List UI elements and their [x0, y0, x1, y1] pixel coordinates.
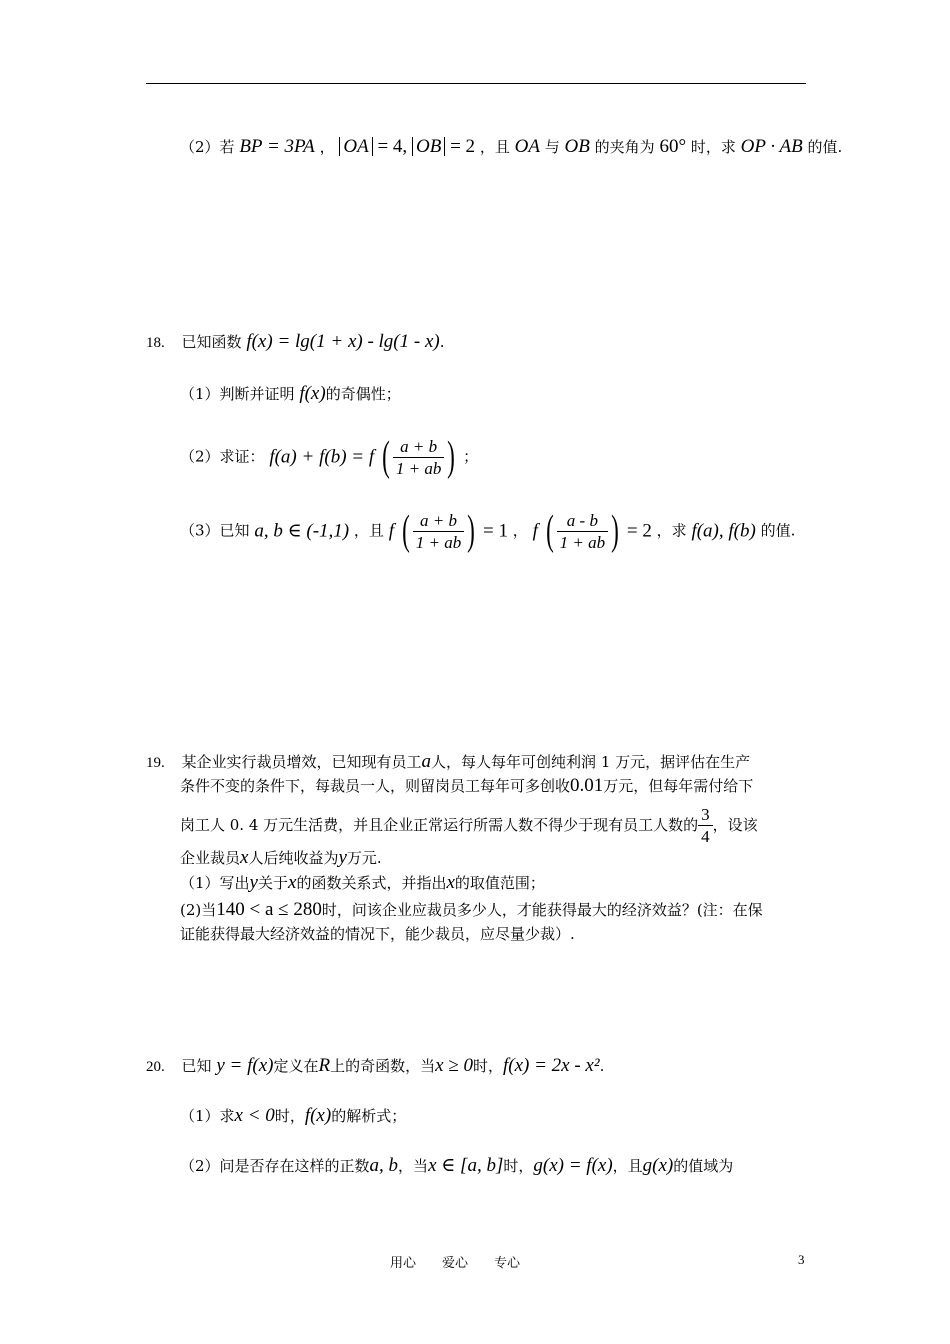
q19-line1: 19. 某企业实行裁员增效，已知现有员工a人，每人每年可创纯利润 1 万元，据评估在生产	[146, 751, 751, 772]
q19-part2: (2)当140 < a ≤ 280时，问该企业应裁员多少人，才能获得最大的经济效益？(注：在保	[180, 899, 763, 920]
fraction-a-plus-b: $\frac{a + b}{1 + ab}$	[393, 438, 444, 477]
question-number: 20.	[146, 1059, 165, 1075]
footer-slogan: 用心 爱心 专心	[390, 1256, 521, 1271]
bp-eq-3pa: BP = 3PA	[239, 136, 315, 157]
question-number: 18.	[146, 335, 165, 351]
abs-oa: OA	[339, 137, 372, 156]
question-number: 19.	[146, 755, 165, 771]
q19-line3: 岗工人 0. 4 万元生活费，并且企业正常运行所需人数不得少于现有员工人数的 $\frac{3}{4}$ ，设该	[180, 805, 758, 846]
q20-part2: （2）问是否存在这样的正数a, b，当x ∈ [a, b]时，g(x) = f(x)，且g(x)的值域为	[180, 1155, 734, 1176]
q18-part3: （3）已知 a, b ∈ (-1,1) ，且 f ( $\frac{a + b}{1 + ab}$ ) = 1 ， f ( $\frac{a - b}{1 + ab}$ ) = 2 ，求 f(a), f(b) 的值.	[180, 508, 796, 554]
page-number: 3	[798, 1252, 805, 1267]
fraction-a-minus-b: $\frac{a - b}{1 + ab}$	[557, 512, 608, 551]
q18-part2: （2）求证： f(a) + f(b) = f ( $\frac{a + b}{1 + ab}$ ) ；	[180, 434, 479, 480]
q17-part2-line: （2）若 BP = 3PA ， OA = 4, OB = 2 ，且 OA 与 OB 的夹角为 60° 时，求 OP · AB 的值.	[180, 136, 843, 157]
q19-part2-cont: 证能获得最大经济效益的情况下，能少裁员，应尽量少裁）.	[180, 925, 575, 943]
q20-part1: （1）求x < 0时，f(x)的解析式；	[180, 1105, 407, 1126]
q19-line4: 企业裁员x人后纯收益为y万元.	[180, 847, 382, 868]
q19-line2: 条件不变的条件下，每裁员一人，则留岗员工每年可多创收0.01万元，但每年需付给下	[180, 775, 754, 796]
q18-function: f(x) = lg(1 + x) - lg(1 - x)	[246, 331, 440, 352]
fraction-a-plus-b-2: $\frac{a + b}{1 + ab}$	[413, 512, 464, 551]
q20-stem: 20. 已知 y = f(x)定义在R上的奇函数，当x ≥ 0时，f(x) = 2x - x².	[146, 1055, 605, 1076]
q18-stem: 18. 已知函数 f(x) = lg(1 + x) - lg(1 - x).	[146, 331, 445, 352]
fraction-three-quarters: $\frac{3}{4}$	[698, 806, 713, 845]
header-rule	[146, 83, 806, 84]
q19-part1: （1）写出y关于x的函数关系式，并指出x的取值范围；	[180, 872, 545, 893]
abs-ob: OB	[412, 137, 445, 156]
q18-part1: （1）判断并证明 f(x)的奇偶性；	[180, 383, 401, 404]
dot-product: OP · AB	[740, 136, 803, 157]
